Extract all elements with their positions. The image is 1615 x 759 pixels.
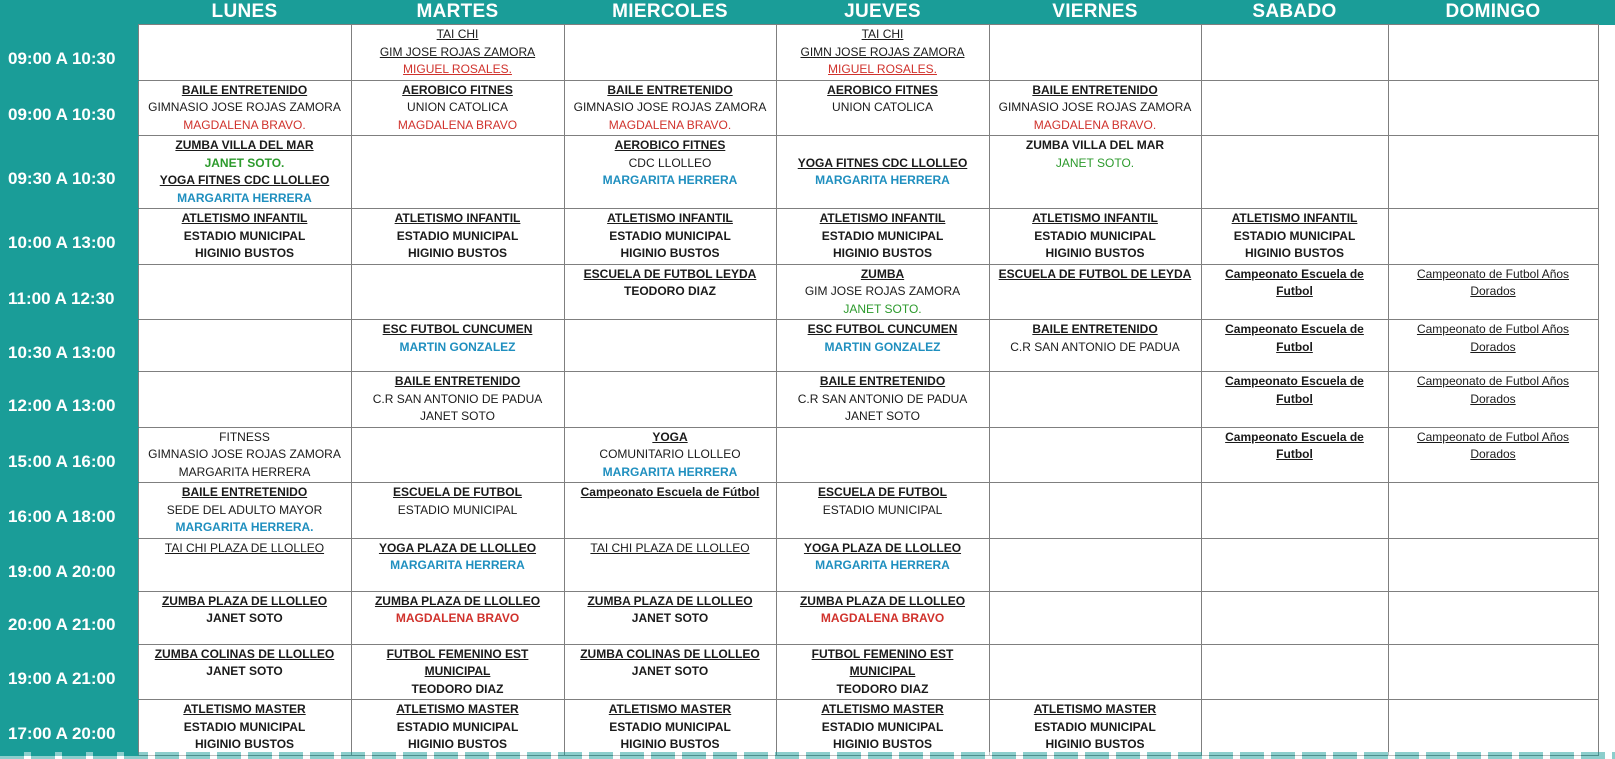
cell-line: ESTADIO MUNICIPAL <box>609 228 731 243</box>
row-edge <box>1598 136 1615 209</box>
cell-line: ZUMBA PLAZA DE LLOLLEO <box>161 593 328 608</box>
schedule-row <box>0 80 1615 136</box>
cell-line: MARTIN GONZALEZ <box>824 339 941 354</box>
cell-line: HIGINIO BUSTOS <box>1244 246 1345 260</box>
day-header: SABADO <box>1201 0 1388 25</box>
cell-line: GIM JOSE ROJAS ZAMORA <box>804 284 961 298</box>
cell-line: YOGA FITNES CDC LLOLLEO <box>159 173 330 187</box>
schedule-cell <box>1201 80 1388 136</box>
row-edge <box>1598 80 1615 136</box>
schedule-cell <box>1201 25 1388 81</box>
schedule-cell <box>138 372 351 428</box>
cell-line: YOGA PLAZA DE LLOLLEO <box>378 540 537 555</box>
cell-line: MARGARITA HERRERA <box>815 558 950 572</box>
cell-line: ESTADIO MUNICIPAL <box>821 228 944 243</box>
row-edge <box>1598 320 1615 372</box>
cell-line: MARGARITA HERRERA <box>177 190 312 205</box>
bottom-decoration-strip <box>0 752 1615 759</box>
cell-line: ESCUELA DE FUTBOL LEYDA <box>583 266 757 281</box>
cell-line: Futbol <box>1276 284 1313 298</box>
cell-line: ESTADIO MUNICIPAL <box>183 719 306 734</box>
cell-line: MUNICIPAL <box>424 664 491 678</box>
day-header: JUEVES <box>776 0 989 25</box>
schedule-row <box>0 320 1615 372</box>
cell-line: MARGARITA HERRERA. <box>175 520 314 534</box>
time-slot-label: 12:00 A 13:00 <box>0 372 138 428</box>
schedule-cell <box>776 209 989 265</box>
schedule-cell <box>989 372 1201 428</box>
cell-line: BAILE ENTRETENIDO <box>819 374 946 388</box>
cell-line: JANET SOTO. <box>1055 155 1135 170</box>
cell-line: Futbol <box>1276 391 1313 406</box>
cell-line: ESTADIO MUNICIPAL <box>397 502 518 517</box>
schedule-row <box>0 25 1615 81</box>
time-slot-label: 19:00 A 21:00 <box>0 644 138 700</box>
cell-line: ESTADIO MUNICIPAL <box>1034 228 1156 243</box>
row-edge <box>1598 264 1615 320</box>
cell-line: HIGINIO BUSTOS <box>1045 246 1145 260</box>
schedule-row <box>0 209 1615 265</box>
cell-line: Campeonato Escuela de <box>1225 374 1364 388</box>
schedule-row <box>0 427 1615 483</box>
row-edge <box>1598 25 1615 81</box>
schedule-cell <box>1388 700 1598 756</box>
cell-line: ATLETISMO MASTER <box>183 702 306 716</box>
schedule-cell <box>138 700 351 756</box>
cell-line: Campeonato Escuela de <box>1225 266 1364 281</box>
schedule-cell <box>351 25 564 81</box>
cell-line: GIMNASIO JOSE ROJAS ZAMORA <box>148 100 341 114</box>
cell-line: UNION CATOLICA <box>407 100 508 114</box>
cell-line: JANET SOTO <box>845 409 920 423</box>
schedule-cell <box>776 644 989 700</box>
cell-line: JANET SOTO <box>206 664 283 678</box>
schedule-cell <box>1388 372 1598 428</box>
cell-line: Campeonato Escuela de <box>1225 322 1364 336</box>
cell-line: AEROBICO FITNES <box>614 138 726 152</box>
time-slot-label: 17:00 A 20:00 <box>0 700 138 756</box>
row-edge <box>1598 372 1615 428</box>
schedule-cell <box>1201 264 1388 320</box>
schedule-cell <box>1388 591 1598 644</box>
row-edge <box>1598 538 1615 591</box>
cell-line: ESCUELA DE FUTBOL <box>818 485 947 499</box>
schedule-row <box>0 700 1615 756</box>
schedule-cell <box>564 538 776 591</box>
schedule-header <box>0 0 1615 25</box>
schedule-cell <box>138 25 351 81</box>
cell-line: ATLETISMO INFANTIL <box>607 211 733 225</box>
schedule-cell <box>351 700 564 756</box>
schedule-cell <box>1388 644 1598 700</box>
cell-line: BAILE ENTRETENIDO <box>1032 82 1158 97</box>
cell-line: MARTIN GONZALEZ <box>399 339 516 354</box>
cell-line: TEODORO DIAZ <box>624 284 716 298</box>
cell-line: MAGDALENA BRAVO <box>395 611 520 625</box>
cell-line: BAILE ENTRETENIDO <box>181 485 308 499</box>
cell-line: FUTBOL FEMENINO EST <box>811 646 954 661</box>
schedule-cell <box>776 264 989 320</box>
schedule-row <box>0 264 1615 320</box>
cell-line: ATLETISMO MASTER <box>396 702 519 716</box>
cell-line: BAILE ENTRETENIDO <box>181 82 308 97</box>
cell-line <box>779 137 987 155</box>
schedule-cell <box>351 136 564 209</box>
cell-line: TAI CHI <box>436 27 479 41</box>
cell-line: ESC FUTBOL CUNCUMEN <box>382 322 533 336</box>
cell-line: ATLETISMO MASTER <box>608 702 732 716</box>
schedule-cell <box>351 538 564 591</box>
schedule-cell <box>351 372 564 428</box>
cell-line: MAGDALENA BRAVO. <box>183 117 306 132</box>
cell-line: ATLETISMO INFANTIL <box>181 211 308 225</box>
cell-line: MARGARITA HERRERA <box>390 558 525 572</box>
schedule-cell <box>989 538 1201 591</box>
schedule-cell <box>138 591 351 644</box>
schedule-cell <box>776 80 989 136</box>
schedule-cell <box>1388 209 1598 265</box>
cell-line: FITNESS <box>219 429 270 444</box>
cell-line: TAI CHI <box>861 27 904 41</box>
row-edge <box>1598 700 1615 756</box>
cell-line: Futbol <box>1276 339 1313 354</box>
schedule-row <box>0 644 1615 700</box>
schedule-cell <box>1201 320 1388 372</box>
cell-line: ESTADIO MUNICIPAL <box>821 719 944 734</box>
cell-line: MARGARITA HERRERA <box>602 464 738 479</box>
cell-line: ZUMBA VILLA DEL MAR <box>175 138 314 152</box>
cell-line: JANET SOTO. <box>843 301 922 316</box>
schedule-cell <box>564 700 776 756</box>
cell-line: BAILE ENTRETENIDO <box>394 374 521 388</box>
cell-line: SEDE DEL ADULTO MAYOR <box>166 502 323 517</box>
cell-line: FUTBOL FEMENINO EST <box>386 646 529 661</box>
cell-line: HIGINIO BUSTOS <box>620 246 720 260</box>
cell-line: ESTADIO MUNICIPAL <box>1034 719 1156 734</box>
schedule-cell <box>564 644 776 700</box>
time-slot-label: 15:00 A 16:00 <box>0 427 138 483</box>
cell-line: MIGUEL ROSALES. <box>403 62 512 76</box>
cell-line: MAGDALENA BRAVO <box>820 611 945 625</box>
schedule-cell <box>564 372 776 428</box>
cell-line: ZUMBA <box>860 266 905 281</box>
cell-line: ESCUELA DE FUTBOL DE LEYDA <box>998 266 1192 281</box>
schedule-cell <box>351 264 564 320</box>
schedule-cell <box>138 136 351 209</box>
schedule-cell <box>138 320 351 372</box>
schedule-cell <box>1201 209 1388 265</box>
cell-line: HIGINIO BUSTOS <box>832 737 933 751</box>
cell-line: Campeonato de Futbol Años <box>1416 322 1570 336</box>
schedule-cell <box>138 80 351 136</box>
day-header: LUNES <box>138 0 351 25</box>
schedule-cell <box>989 320 1201 372</box>
schedule-cell <box>351 427 564 483</box>
row-edge <box>1598 591 1615 644</box>
cell-line: ESC FUTBOL CUNCUMEN <box>807 322 958 336</box>
schedule-row <box>0 591 1615 644</box>
schedule-row <box>0 538 1615 591</box>
cell-line: MIGUEL ROSALES. <box>828 62 937 76</box>
schedule-cell <box>1388 538 1598 591</box>
cell-line: UNION CATOLICA <box>832 100 933 114</box>
cell-line: JANET SOTO <box>631 611 709 625</box>
time-slot-label: 20:00 A 21:00 <box>0 591 138 644</box>
cell-line: Campeonato de Futbol Años <box>1416 266 1570 281</box>
cell-line: HIGINIO BUSTOS <box>407 246 508 260</box>
cell-line: JANET SOTO <box>631 664 709 678</box>
cell-line: ESTADIO MUNICIPAL <box>183 228 306 243</box>
schedule-cell <box>1201 372 1388 428</box>
cell-line: COMUNITARIO LLOLLEO <box>599 447 741 461</box>
cell-line: TEODORO DIAZ <box>411 681 504 696</box>
schedule-cell <box>989 209 1201 265</box>
cell-line: JANET SOTO <box>420 409 495 423</box>
cell-line: ESTADIO MUNICIPAL <box>609 719 731 734</box>
cell-line: ESTADIO MUNICIPAL <box>1233 228 1356 243</box>
day-header-row <box>0 0 1615 25</box>
cell-line: HIGINIO BUSTOS <box>832 246 933 260</box>
row-edge <box>1598 483 1615 539</box>
schedule-cell <box>138 483 351 539</box>
cell-line: ZUMBA COLINAS DE LLOLLEO <box>154 646 335 661</box>
cell-line: Dorados <box>1470 284 1516 298</box>
header-edge <box>1598 0 1615 25</box>
cell-line: Campeonato de Futbol Años <box>1416 374 1570 388</box>
cell-line: ESTADIO MUNICIPAL <box>396 228 519 243</box>
schedule-cell <box>1388 25 1598 81</box>
schedule-cell <box>138 209 351 265</box>
schedule-cell <box>989 644 1201 700</box>
day-header: MARTES <box>351 0 564 25</box>
cell-line: MAGDALENA BRAVO. <box>608 117 732 132</box>
time-slot-label: 09:00 A 10:30 <box>0 25 138 81</box>
day-header: VIERNES <box>989 0 1201 25</box>
schedule-cell <box>1201 591 1388 644</box>
schedule-cell <box>1201 483 1388 539</box>
cell-line: Futbol <box>1276 447 1313 461</box>
schedule-cell <box>1388 80 1598 136</box>
schedule-cell <box>989 483 1201 539</box>
schedule-cell <box>351 320 564 372</box>
cell-line: ZUMBA PLAZA DE LLOLLEO <box>799 593 966 608</box>
cell-line: ATLETISMO INFANTIL <box>1032 211 1158 225</box>
schedule-cell <box>564 25 776 81</box>
time-slot-label: 10:30 A 13:00 <box>0 320 138 372</box>
schedule-cell <box>138 264 351 320</box>
row-edge <box>1598 644 1615 700</box>
row-edge <box>1598 427 1615 483</box>
cell-line: HIGINIO BUSTOS <box>194 737 295 751</box>
cell-line: CDC LLOLLEO <box>628 155 712 170</box>
schedule-cell <box>776 372 989 428</box>
schedule-cell <box>564 483 776 539</box>
cell-line: ATLETISMO INFANTIL <box>394 211 521 225</box>
schedule-cell <box>776 320 989 372</box>
schedule-cell <box>1201 538 1388 591</box>
schedule-cell <box>989 264 1201 320</box>
schedule-cell <box>1201 427 1388 483</box>
cell-line: YOGA <box>652 429 688 444</box>
cell-line: Dorados <box>1470 339 1516 354</box>
corner-cell <box>0 0 138 25</box>
cell-line: Campeonato Escuela de Fútbol <box>580 485 760 499</box>
schedule-cell <box>138 427 351 483</box>
time-slot-label: 09:30 A 10:30 <box>0 136 138 209</box>
schedule-cell <box>776 591 989 644</box>
schedule-cell <box>1201 644 1388 700</box>
schedule-row <box>0 372 1615 428</box>
schedule-cell <box>351 644 564 700</box>
cell-line: HIGINIO BUSTOS <box>407 737 508 751</box>
schedule-cell <box>776 700 989 756</box>
time-slot-label: 10:00 A 13:00 <box>0 209 138 265</box>
cell-line: C.R SAN ANTONIO DE PADUA <box>1010 339 1180 354</box>
day-header: DOMINGO <box>1388 0 1598 25</box>
cell-line: MAGDALENA BRAVO <box>397 117 518 132</box>
schedule-cell <box>351 483 564 539</box>
schedule-cell <box>1388 136 1598 209</box>
cell-line: ATLETISMO MASTER <box>821 702 944 716</box>
schedule-cell <box>776 25 989 81</box>
cell-line: TEODORO DIAZ <box>836 681 929 696</box>
schedule-cell <box>989 700 1201 756</box>
cell-line: HIGINIO BUSTOS <box>194 246 295 260</box>
schedule-cell <box>989 80 1201 136</box>
schedule-cell <box>138 538 351 591</box>
cell-line: AEROBICO FITNES <box>827 82 938 97</box>
schedule-cell <box>989 427 1201 483</box>
schedule-row <box>0 483 1615 539</box>
schedule-cell <box>564 591 776 644</box>
cell-line: YOGA FITNES CDC LLOLLEO <box>797 155 968 170</box>
cell-line: ESTADIO MUNICIPAL <box>396 719 519 734</box>
schedule-cell <box>351 80 564 136</box>
cell-line: GIMN JOSE ROJAS ZAMORA <box>800 44 965 59</box>
schedule-cell <box>351 209 564 265</box>
cell-line: GIMNASIO JOSE ROJAS ZAMORA <box>998 100 1192 114</box>
cell-line: BAILE ENTRETENIDO <box>607 82 733 97</box>
time-slot-label: 16:00 A 18:00 <box>0 483 138 539</box>
cell-line: HIGINIO BUSTOS <box>1045 737 1145 751</box>
schedule-cell <box>1388 427 1598 483</box>
cell-line: MARGARITA HERRERA <box>815 173 950 187</box>
time-slot-label: 19:00 A 20:00 <box>0 538 138 591</box>
schedule-cell <box>1201 136 1388 209</box>
time-slot-label: 11:00 A 12:30 <box>0 264 138 320</box>
schedule-cell <box>1388 483 1598 539</box>
schedule-cell <box>989 25 1201 81</box>
cell-line: ATLETISMO INFANTIL <box>819 211 946 225</box>
cell-line: AEROBICO FITNES <box>402 82 513 97</box>
schedule-cell <box>564 320 776 372</box>
cell-line: ATLETISMO MASTER <box>1033 702 1157 716</box>
row-edge <box>1598 209 1615 265</box>
schedule-cell <box>776 538 989 591</box>
day-header: MIERCOLES <box>564 0 776 25</box>
cell-line: TAI CHI PLAZA DE LLOLLEO <box>590 540 750 555</box>
cell-line: GIMNASIO JOSE ROJAS ZAMORA <box>573 100 767 114</box>
cell-line: MARGARITA HERRERA <box>602 173 738 187</box>
cell-line: MAGDALENA BRAVO. <box>1033 117 1157 132</box>
cell-line: ESCUELA DE FUTBOL <box>393 485 522 499</box>
schedule-cell <box>564 80 776 136</box>
cell-line: Dorados <box>1470 447 1516 461</box>
schedule-cell <box>776 427 989 483</box>
schedule-cell <box>564 264 776 320</box>
cell-line: C.R SAN ANTONIO DE PADUA <box>372 391 543 406</box>
schedule-row <box>0 136 1615 209</box>
cell-line: TAI CHI PLAZA DE LLOLLEO <box>164 540 325 555</box>
cell-line: Campeonato Escuela de <box>1225 429 1364 444</box>
cell-line: ZUMBA PLAZA DE LLOLLEO <box>587 593 753 608</box>
schedule-cell <box>1388 320 1598 372</box>
cell-line: MARGARITA HERRERA <box>178 464 311 479</box>
schedule-cell <box>564 209 776 265</box>
schedule-body <box>0 25 1615 756</box>
schedule-cell <box>989 591 1201 644</box>
schedule-cell <box>564 136 776 209</box>
cell-line: Dorados <box>1470 391 1516 406</box>
cell-line: GIMNASIO JOSE ROJAS ZAMORA <box>148 447 341 461</box>
schedule-cell <box>351 591 564 644</box>
cell-line: HIGINIO BUSTOS <box>620 737 720 751</box>
cell-line: Campeonato de Futbol Años <box>1416 429 1570 444</box>
schedule-cell <box>776 483 989 539</box>
cell-line: MUNICIPAL <box>849 664 916 678</box>
cell-line: GIM JOSE ROJAS ZAMORA <box>379 44 536 59</box>
schedule-cell <box>564 427 776 483</box>
cell-line: BAILE ENTRETENIDO <box>1032 322 1158 336</box>
cell-line: ATLETISMO INFANTIL <box>1231 211 1358 225</box>
time-slot-label: 09:00 A 10:30 <box>0 80 138 136</box>
schedule-cell <box>1388 264 1598 320</box>
cell-line: ZUMBA PLAZA DE LLOLLEO <box>374 593 541 608</box>
cell-line: C.R SAN ANTONIO DE PADUA <box>797 391 968 406</box>
cell-line: ZUMBA VILLA DEL MAR <box>1025 138 1165 152</box>
cell-line: ESTADIO MUNICIPAL <box>822 502 943 517</box>
cell-line: JANET SOTO. <box>204 155 285 170</box>
cell-line: ZUMBA COLINAS DE LLOLLEO <box>580 646 760 661</box>
schedule-cell <box>989 136 1201 209</box>
schedule-cell <box>776 136 989 209</box>
schedule-cell <box>138 644 351 700</box>
cell-line: YOGA PLAZA DE LLOLLEO <box>803 540 962 555</box>
cell-line: JANET SOTO <box>206 611 283 625</box>
schedule-cell <box>1201 700 1388 756</box>
